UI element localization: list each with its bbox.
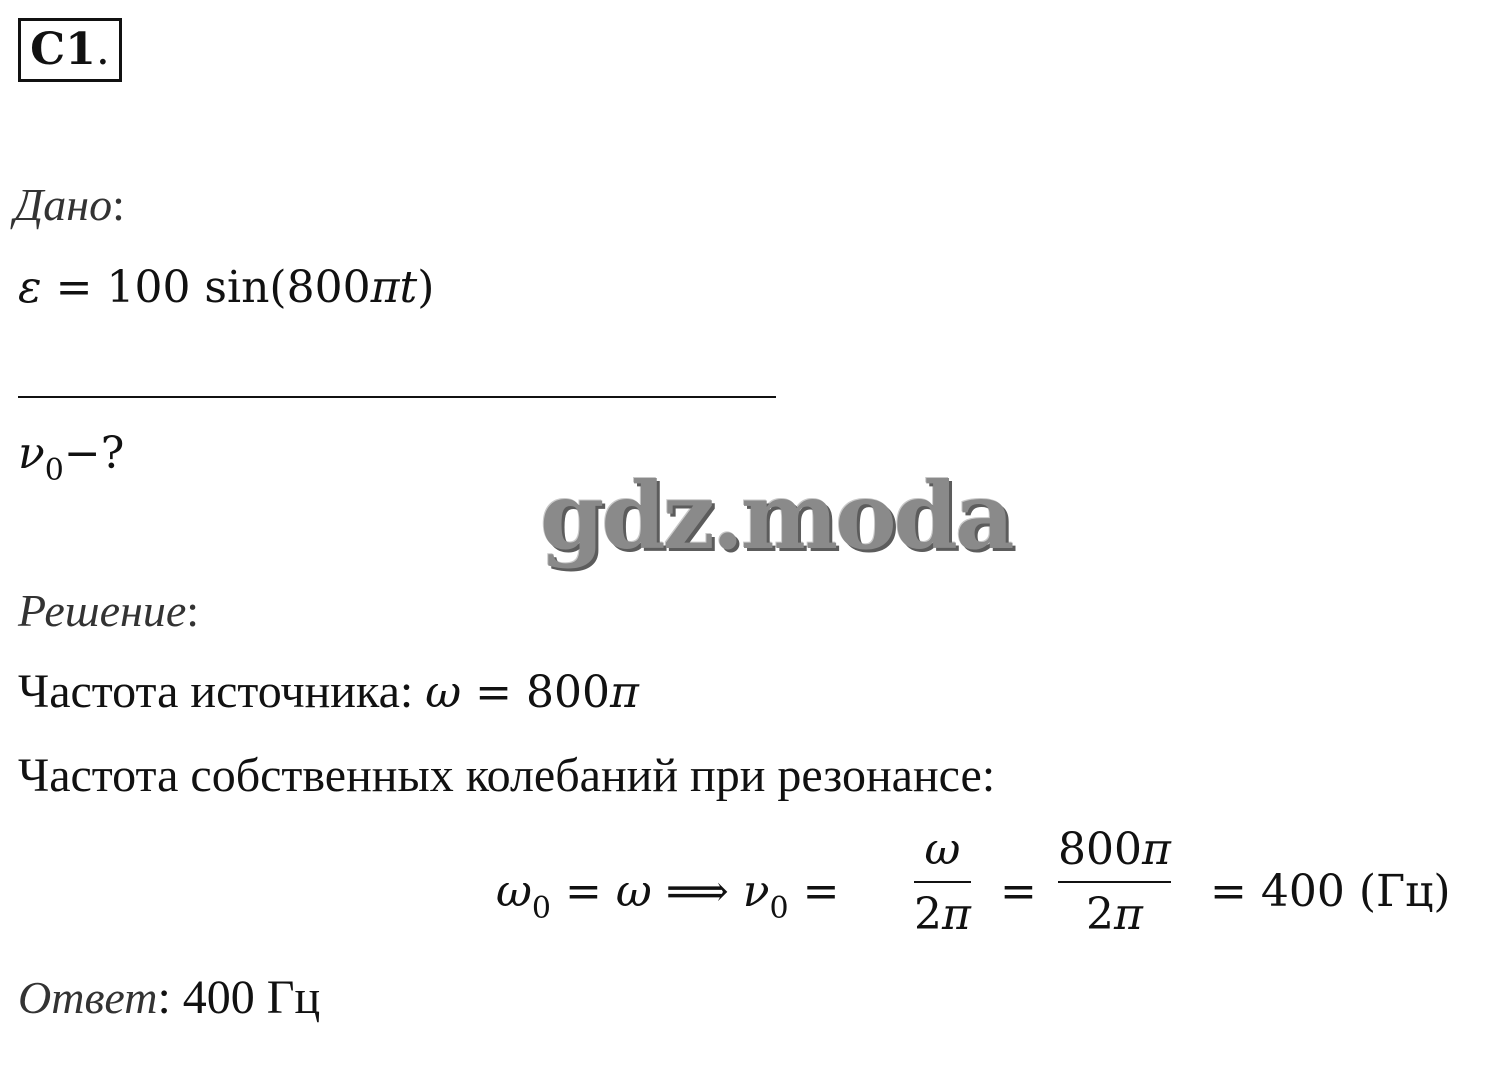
fraction-1-den-pi: π bbox=[942, 889, 971, 940]
given-heading-text: Дано bbox=[14, 179, 113, 230]
omega-value: = 800 bbox=[461, 667, 610, 718]
implies-arrow: ⟹ bbox=[651, 866, 743, 917]
solution-line-1 bbox=[18, 664, 639, 719]
nu0-subscript: 0 bbox=[769, 891, 789, 926]
equals-2: = bbox=[788, 866, 840, 917]
fraction-omega-over-2pi bbox=[914, 824, 971, 940]
find-symbol: ν bbox=[18, 428, 45, 479]
nu0-symbol: ν bbox=[742, 866, 770, 917]
problem-number-dot: . bbox=[95, 24, 110, 75]
given-heading-colon: : bbox=[112, 179, 125, 230]
emf-t: t bbox=[399, 262, 418, 313]
emf-pi: π bbox=[370, 262, 400, 313]
answer-line bbox=[18, 970, 320, 1025]
source-frequency-formula bbox=[425, 667, 639, 718]
answer-heading: Ответ bbox=[18, 972, 158, 1023]
fraction-1-numerator: ω bbox=[924, 824, 961, 875]
find-subscript: 0 bbox=[44, 453, 64, 488]
emf-symbol: ε bbox=[18, 262, 42, 313]
equals-3: = bbox=[1000, 866, 1037, 917]
resonance-result: = 400 (Гц) bbox=[1210, 866, 1451, 917]
equals-1: = bbox=[550, 866, 616, 917]
emf-close: ) bbox=[417, 262, 435, 313]
fraction-2-num-pi: π bbox=[1141, 824, 1171, 875]
emf-rhs: = 100 sin(800 bbox=[41, 262, 371, 313]
solution-line-2: Частота собственных колебаний при резонансе: bbox=[18, 749, 996, 802]
fraction-800pi-over-2pi bbox=[1058, 824, 1171, 940]
resonance-equation-left bbox=[496, 866, 840, 926]
find-rest: −? bbox=[63, 428, 125, 479]
answer-colon: : bbox=[157, 971, 171, 1024]
pi-symbol: π bbox=[609, 667, 639, 718]
omega-symbol-2: ω bbox=[615, 866, 652, 917]
fraction-2-den-pi: π bbox=[1113, 889, 1143, 940]
fraction-2-den-number: 2 bbox=[1085, 889, 1114, 940]
fraction-1-den-number: 2 bbox=[914, 889, 942, 940]
watermark-logo: gdz.moda bbox=[540, 462, 1012, 570]
solution-heading bbox=[18, 584, 199, 637]
given-heading bbox=[14, 178, 125, 231]
omega0-symbol: ω bbox=[496, 866, 532, 917]
omega-symbol: ω bbox=[425, 667, 462, 718]
solution-heading-colon: : bbox=[186, 585, 200, 636]
omega0-subscript: 0 bbox=[531, 891, 551, 926]
source-frequency-label: Частота источника: bbox=[18, 665, 426, 718]
fraction-2-num-value: 800 bbox=[1058, 824, 1142, 875]
find-quantity bbox=[18, 428, 125, 488]
answer-value: 400 Гц bbox=[170, 971, 321, 1024]
given-divider bbox=[18, 396, 776, 398]
problem-number: C1 bbox=[30, 24, 96, 75]
emf-equation bbox=[18, 262, 434, 313]
problem-label bbox=[18, 18, 122, 82]
solution-heading-text: Решение bbox=[18, 585, 187, 636]
